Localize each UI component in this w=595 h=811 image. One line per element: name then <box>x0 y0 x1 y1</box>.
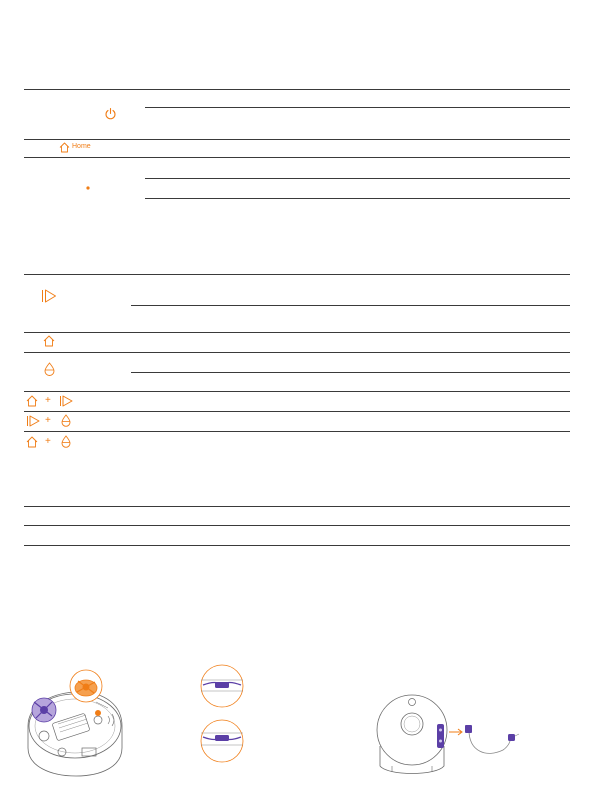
spot-clean-icon <box>61 414 71 427</box>
table-rule <box>24 89 570 90</box>
start-icon <box>41 289 57 303</box>
table-rule <box>131 305 570 306</box>
brush-detail-top-illustration <box>199 663 245 709</box>
table-rule <box>24 332 570 333</box>
plus-sign: + <box>45 395 51 406</box>
home-icon <box>26 395 38 407</box>
home-label: Home <box>72 143 91 150</box>
table-rule <box>24 411 570 412</box>
table-rule <box>24 352 570 353</box>
power-icon <box>104 107 117 120</box>
brush-detail-bottom-illustration <box>199 718 245 764</box>
table-rule <box>24 274 570 275</box>
status-dot-icon <box>86 186 90 190</box>
table-rule <box>24 157 570 158</box>
spot-clean-icon <box>61 435 71 448</box>
start-icon <box>59 395 73 407</box>
table-rule <box>24 139 570 140</box>
table-rule <box>24 506 570 507</box>
charging-dock-illustration <box>374 684 450 780</box>
table-rule <box>24 525 570 526</box>
robot-underside-brush-illustration <box>24 668 134 780</box>
table-rule <box>145 198 570 199</box>
table-rule <box>145 178 570 179</box>
home-icon <box>43 335 55 347</box>
power-cable-illustration <box>447 722 521 758</box>
plus-sign: + <box>45 415 51 426</box>
table-rule <box>24 391 570 392</box>
plus-sign: + <box>45 436 51 447</box>
table-rule <box>131 372 570 373</box>
table-rule <box>24 545 570 546</box>
table-rule <box>145 107 570 108</box>
start-icon <box>26 415 40 427</box>
home-icon <box>59 142 70 153</box>
spot-clean-icon <box>44 362 55 376</box>
home-icon <box>26 436 38 448</box>
table-rule <box>24 431 570 432</box>
